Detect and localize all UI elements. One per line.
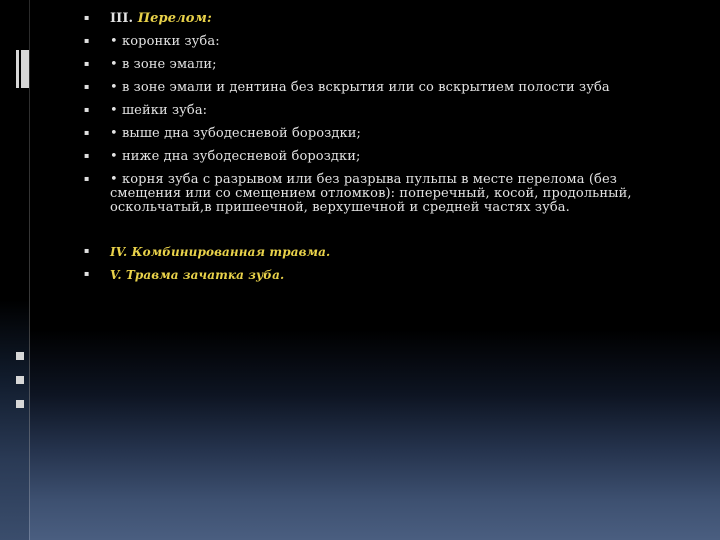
square-bullet-icon (84, 152, 92, 160)
list-item (84, 150, 664, 173)
list-item-text: • в зоне эмали и дентина без вскрытия или со вскрытием полости зуба (110, 80, 610, 95)
list-item-text: IV. Комбинированная травма. (110, 245, 331, 259)
list-item (84, 104, 664, 127)
list-item-text: • шейки зуба: (110, 103, 208, 118)
square-bullet-icon (84, 106, 92, 114)
list-item-text: • ниже дна зубодесневой бороздки; (110, 149, 361, 164)
list-item (84, 35, 664, 58)
list-item (84, 81, 664, 104)
list-item-heading-fracture (84, 12, 664, 35)
list-item-text: III. Перелом: (110, 11, 212, 26)
bullet-list (84, 12, 664, 291)
square-bullet-icon (84, 14, 92, 22)
list-item-heading-combined (84, 245, 664, 268)
list-item-text: V. Травма зачатка зуба. (110, 268, 285, 282)
list-item (84, 127, 664, 150)
square-bullet-icon (84, 60, 92, 68)
list-item-heading-germ (84, 268, 664, 291)
square-bullet-icon (84, 83, 92, 91)
deco-bar-top-1 (16, 50, 19, 88)
square-bullet-icon (84, 247, 92, 255)
list-item (84, 58, 664, 81)
square-bullet-icon (84, 175, 92, 183)
list-item-text: • в зоне эмали; (110, 57, 217, 72)
deco-square-3 (16, 400, 24, 408)
square-bullet-icon (84, 37, 92, 45)
square-bullet-icon (84, 270, 92, 278)
square-bullet-icon (84, 129, 92, 137)
list-item-text: • корня зуба с разрывом или без разрыва пульпы в месте перелома (без смещения или со смещением отломков): поперечный, косой, продольный, оскольчатый,в пришеечной, верхушечной и средней частях зуба. (110, 172, 632, 215)
deco-square-2 (16, 376, 24, 384)
deco-square-1 (16, 352, 24, 360)
deco-bar-top-2 (21, 50, 29, 88)
left-bar-divider (29, 0, 30, 540)
list-item-text: • выше дна зубодесневой бороздки; (110, 126, 361, 141)
list-item (84, 173, 664, 245)
list-item-text: • коронки зуба: (110, 34, 220, 49)
